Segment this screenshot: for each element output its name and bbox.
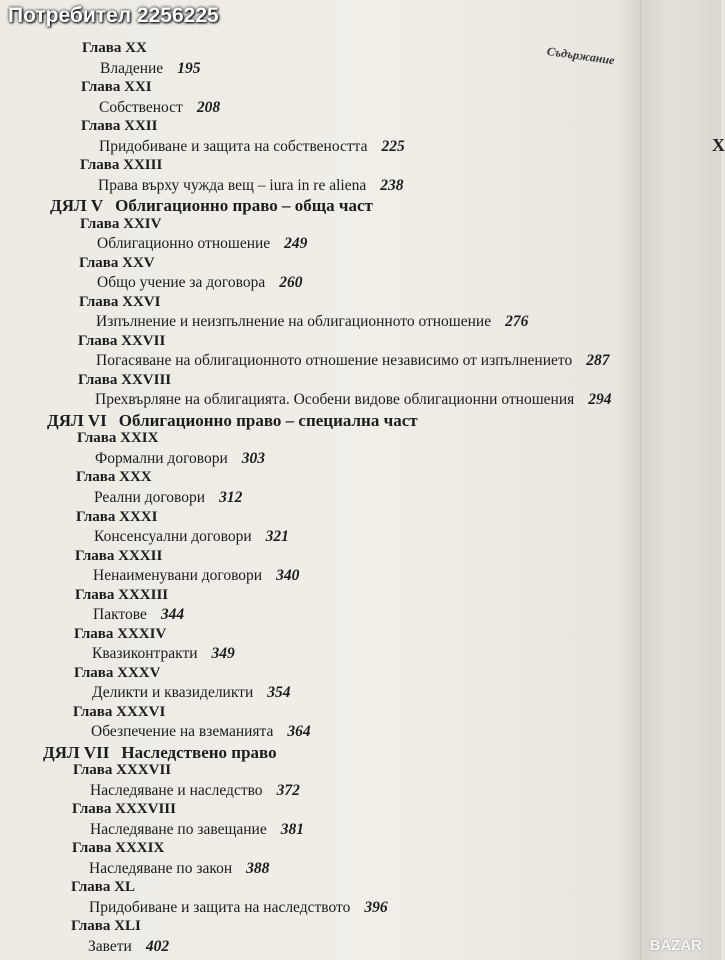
chapter-label: Глава XXXVI xyxy=(73,704,166,720)
chapter-label: Глава XXXVIII xyxy=(72,801,176,817)
chapter-label: Глава XXV xyxy=(79,255,155,271)
toc-entry xyxy=(99,99,220,117)
page-number: 344 xyxy=(160,606,185,623)
page-number: 195 xyxy=(177,60,201,77)
part-title: Наследствено право xyxy=(121,743,277,762)
seller-username-overlay: Потребител 2256225 xyxy=(8,4,219,27)
entry-title: Завети xyxy=(88,938,132,955)
facing-page-glyph: Х xyxy=(712,135,725,155)
entry-title: Квазиконтракти xyxy=(92,645,198,662)
entry-title: Собственост xyxy=(99,99,183,116)
page-number: 276 xyxy=(505,313,529,330)
toc-entry xyxy=(94,489,242,507)
chapter-label: Глава XXXIX xyxy=(72,840,165,856)
page-number: 238 xyxy=(380,177,404,194)
chapter-label: Глава XXXV xyxy=(74,665,161,681)
toc-entry xyxy=(93,567,299,585)
chapter-label: Глава XLI xyxy=(71,918,141,934)
toc-entry xyxy=(89,899,388,917)
toc-entry xyxy=(90,821,304,839)
part-title: Облигационно право – обща част xyxy=(115,196,373,215)
chapter-label: Глава XXVII xyxy=(78,333,166,349)
chapter-label: Глава XXX xyxy=(76,469,152,485)
entry-title: Общо учение за договора xyxy=(97,274,266,291)
chapter-label: Глава XXXIV xyxy=(74,626,167,642)
toc-entry xyxy=(95,391,612,409)
part-heading xyxy=(50,196,373,216)
entry-title: Формални договори xyxy=(95,450,228,467)
toc-entry xyxy=(99,138,405,156)
entry-title: Прехвърляне на облигацията. Особени видове облигационни отношения xyxy=(95,391,575,408)
page-number: 402 xyxy=(145,938,170,955)
entry-title: Реални договори xyxy=(94,489,206,506)
page-number: 349 xyxy=(211,645,235,662)
page-number: 388 xyxy=(246,860,270,877)
entry-title: Наследяване по завещание xyxy=(90,821,267,838)
running-head: Съдържание xyxy=(546,44,616,68)
page-number: 287 xyxy=(586,352,610,369)
page-number: 208 xyxy=(196,99,221,116)
toc-entry xyxy=(97,274,303,292)
chapter-label: Глава XXXI xyxy=(76,509,158,525)
chapter-label: Глава XXVI xyxy=(79,294,161,310)
chapter-label: Глава XXII xyxy=(81,118,158,134)
entry-title: Владение xyxy=(100,60,164,77)
page-number: 249 xyxy=(284,235,308,252)
chapter-label: Глава XXXIII xyxy=(75,587,169,603)
part-number: ДЯЛ V xyxy=(50,196,104,215)
entry-title: Облигационно отношение xyxy=(97,235,271,252)
entry-title: Ненаименувани договори xyxy=(93,567,263,584)
toc-entry xyxy=(94,528,289,546)
entry-title: Деликти и квазиделикти xyxy=(92,684,254,701)
part-title: Облигационно право – специална част xyxy=(118,411,418,430)
page-number: 321 xyxy=(265,528,289,545)
page-number: 260 xyxy=(279,274,303,291)
entry-title: Изпълнение и неизпълнение на облигационното отношение xyxy=(96,313,492,330)
toc-entry xyxy=(98,177,403,195)
part-heading xyxy=(47,411,418,431)
entry-title: Придобиване и защита на собствеността xyxy=(99,138,368,155)
part-number: ДЯЛ VII xyxy=(43,743,110,762)
part-heading xyxy=(43,743,277,763)
toc-entry xyxy=(92,645,235,663)
toc-entry xyxy=(97,235,307,253)
toc-entry xyxy=(91,723,311,741)
page-number: 372 xyxy=(276,782,300,799)
toc-entry xyxy=(93,606,184,624)
facing-page-edge xyxy=(640,0,721,960)
entry-title: Обезпечение на вземанията xyxy=(91,723,274,740)
entry-title: Погасяване на облигационното отношение независимо от изпълнението xyxy=(96,352,573,369)
page-number: 303 xyxy=(241,450,266,467)
entry-title: Консенсуални договори xyxy=(94,528,252,545)
page-number: 354 xyxy=(267,684,291,701)
chapter-label: Глава XXXII xyxy=(75,548,163,564)
chapter-label: Глава XXIII xyxy=(80,157,163,173)
chapter-label: Глава XX xyxy=(82,40,147,56)
chapter-label: Глава XL xyxy=(71,879,135,895)
page-number: 381 xyxy=(280,821,304,838)
chapter-label: Глава XXIV xyxy=(80,216,162,232)
page-number: 340 xyxy=(276,567,300,584)
toc-entry xyxy=(100,60,200,78)
toc-entry xyxy=(89,860,269,878)
entry-title: Наследяване по закон xyxy=(89,860,233,877)
entry-title: Пактове xyxy=(93,606,147,623)
bazar-watermark: BAZAR xyxy=(649,937,702,954)
page-number: 225 xyxy=(381,138,405,155)
toc-entry xyxy=(95,450,265,468)
entry-title: Права върху чужда вещ – iura in re aliena xyxy=(98,177,367,194)
toc-entry xyxy=(96,313,528,331)
toc-entry xyxy=(90,782,300,800)
toc-entry xyxy=(96,352,609,370)
page-number: 312 xyxy=(219,489,243,506)
page-gutter-shadow xyxy=(618,0,640,960)
entry-title: Наследяване и наследство xyxy=(90,782,263,799)
chapter-label: Глава XXVIII xyxy=(78,372,172,388)
toc-entry xyxy=(88,938,169,956)
chapter-label: Глава XXIX xyxy=(77,430,159,446)
chapter-label: Глава XXXVII xyxy=(73,762,172,778)
toc-entry xyxy=(92,684,291,702)
part-number: ДЯЛ VI xyxy=(47,411,107,430)
page-number: 294 xyxy=(588,391,612,408)
entry-title: Придобиване и защита на наследството xyxy=(89,899,351,916)
page-number: 396 xyxy=(364,899,388,916)
chapter-label: Глава XXI xyxy=(81,79,152,95)
page-number: 364 xyxy=(287,723,311,740)
